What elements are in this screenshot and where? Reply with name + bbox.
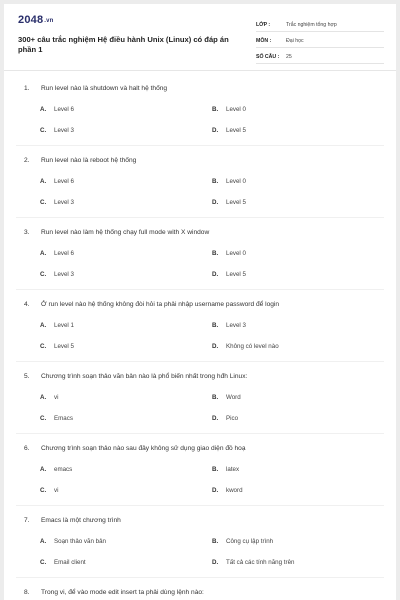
question-number: 3. xyxy=(24,229,30,236)
question-text xyxy=(24,157,384,164)
option-c[interactable] xyxy=(40,127,74,134)
divider xyxy=(16,361,384,362)
option-d[interactable] xyxy=(212,487,243,494)
divider xyxy=(16,217,384,218)
option-text: Level 3 xyxy=(54,199,74,206)
option-text: vi xyxy=(54,487,59,494)
option-text: Level 3 xyxy=(54,127,74,134)
option-letter: C. xyxy=(40,487,47,494)
option-c[interactable] xyxy=(40,487,58,494)
question-item xyxy=(4,85,396,157)
option-b[interactable] xyxy=(212,178,246,185)
meta-value: 25 xyxy=(286,54,292,60)
question-prompt: Trong vi, để vào mode edit insert ta phải dùng lệnh nào: xyxy=(41,589,204,596)
option-text: Soạn thảo văn bản xyxy=(54,538,106,545)
meta-key: LỚP : xyxy=(256,22,271,28)
option-text: Level 3 xyxy=(54,271,74,278)
option-text: Level 5 xyxy=(226,199,246,206)
question-prompt: Run level nào là shutdown và halt hệ thống xyxy=(41,85,168,92)
option-letter: B. xyxy=(212,250,219,257)
question-number: 7. xyxy=(24,517,30,524)
question-item xyxy=(4,445,396,517)
option-letter: D. xyxy=(212,487,219,494)
option-text: Level 6 xyxy=(54,106,74,113)
question-prompt: Ở run level nào hệ thống không đòi hỏi ta phải nhập username password để login xyxy=(41,301,280,308)
option-letter: B. xyxy=(212,178,219,185)
question-number: 8. xyxy=(24,589,30,596)
divider xyxy=(16,145,384,146)
question-number: 6. xyxy=(24,445,30,452)
option-b[interactable] xyxy=(212,538,273,545)
option-c[interactable] xyxy=(40,271,74,278)
option-letter: C. xyxy=(40,271,47,278)
option-a[interactable] xyxy=(40,466,72,473)
option-d[interactable] xyxy=(212,199,246,206)
question-prompt: Run level nào là reboot hệ thống xyxy=(41,157,137,164)
option-text: Emacs xyxy=(54,415,73,422)
question-item xyxy=(4,517,396,589)
option-a[interactable] xyxy=(40,178,74,185)
option-a[interactable] xyxy=(40,394,58,401)
option-letter: D. xyxy=(212,343,219,350)
option-letter: A. xyxy=(40,538,47,545)
logo-text: 2048 xyxy=(18,14,44,26)
question-list xyxy=(4,71,396,600)
option-text: Level 6 xyxy=(54,178,74,185)
option-text: Word xyxy=(226,394,241,401)
question-item xyxy=(4,229,396,301)
option-letter: A. xyxy=(40,322,47,329)
option-text: Không có level nào xyxy=(226,343,279,350)
option-text: Tất cả các tính năng trên xyxy=(226,559,295,566)
option-text: Level 5 xyxy=(54,343,74,350)
option-text: Pico xyxy=(226,415,239,422)
meta-value: Trắc nghiệm tổng hợp xyxy=(286,22,337,28)
option-letter: A. xyxy=(40,178,47,185)
option-d[interactable] xyxy=(212,415,238,422)
option-letter: C. xyxy=(40,127,47,134)
option-letter: B. xyxy=(212,394,219,401)
question-number: 1. xyxy=(24,85,30,92)
option-d[interactable] xyxy=(212,343,279,350)
divider xyxy=(16,433,384,434)
option-b[interactable] xyxy=(212,106,246,113)
option-letter: B. xyxy=(212,466,219,473)
worksheet-header xyxy=(4,4,396,71)
question-item xyxy=(4,157,396,229)
meta-value: Đại học xyxy=(286,38,304,44)
option-letter: A. xyxy=(40,250,47,257)
option-letter: A. xyxy=(40,466,47,473)
option-text: Level 6 xyxy=(54,250,74,257)
meta-table xyxy=(256,16,384,64)
option-text: vi xyxy=(54,394,59,401)
option-c[interactable] xyxy=(40,415,73,422)
option-d[interactable] xyxy=(212,271,246,278)
option-letter: C. xyxy=(40,559,47,566)
question-number: 2. xyxy=(24,157,30,164)
option-letter: D. xyxy=(212,559,219,566)
question-text xyxy=(24,85,384,92)
divider xyxy=(16,289,384,290)
option-letter: C. xyxy=(40,343,47,350)
option-text: Level 1 xyxy=(54,322,74,329)
option-text: Level 0 xyxy=(226,250,246,257)
option-a[interactable] xyxy=(40,250,74,257)
option-text: emacs xyxy=(54,466,73,473)
question-item xyxy=(4,301,396,373)
meta-row-subject xyxy=(256,32,384,48)
question-text xyxy=(24,445,384,452)
meta-key: SỐ CÂU : xyxy=(256,54,280,60)
option-letter: C. xyxy=(40,199,47,206)
option-c[interactable] xyxy=(40,343,74,350)
option-text: Level 5 xyxy=(226,271,246,278)
option-text: Level 0 xyxy=(226,178,246,185)
question-text xyxy=(24,373,384,380)
option-text: latex xyxy=(226,466,240,473)
question-number: 4. xyxy=(24,301,30,308)
option-d[interactable] xyxy=(212,127,246,134)
option-letter: A. xyxy=(40,106,47,113)
question-item xyxy=(4,373,396,445)
option-letter: C. xyxy=(40,415,47,422)
question-number: 5. xyxy=(24,373,30,380)
option-text: Công cụ lập trình xyxy=(226,538,274,545)
logo-domain: .vn xyxy=(44,18,54,24)
option-d[interactable] xyxy=(212,559,294,566)
option-text: Level 5 xyxy=(226,127,246,134)
option-c[interactable] xyxy=(40,199,74,206)
question-text xyxy=(24,589,384,596)
page-title: 300+ câu trắc nghiệm Hệ điều hành Unix (Linux) có đáp án phần 1 xyxy=(18,35,229,54)
divider xyxy=(16,505,384,506)
option-letter: D. xyxy=(212,271,219,278)
option-c[interactable] xyxy=(40,559,86,566)
option-letter: D. xyxy=(212,127,219,134)
question-prompt: Chương trình soạn thảo nào sau đây không sử dụng giao diện đồ hoạ xyxy=(41,445,246,452)
question-item xyxy=(4,589,396,600)
option-letter: B. xyxy=(212,106,219,113)
divider xyxy=(16,577,384,578)
option-b[interactable] xyxy=(212,322,246,329)
option-b[interactable] xyxy=(212,394,241,401)
option-text: kword xyxy=(226,487,243,494)
option-b[interactable] xyxy=(212,466,239,473)
option-a[interactable] xyxy=(40,322,74,329)
option-letter: A. xyxy=(40,394,47,401)
option-text: Level 0 xyxy=(226,106,246,113)
option-b[interactable] xyxy=(212,250,246,257)
option-letter: D. xyxy=(212,199,219,206)
question-prompt: Chương trình soạn thảo văn bản nào là phổ biến nhất trong hđh Linux: xyxy=(41,373,248,380)
question-prompt: Emacs là một chương trình xyxy=(41,517,121,524)
question-text xyxy=(24,517,384,524)
worksheet-page xyxy=(4,4,396,600)
option-letter: D. xyxy=(212,415,219,422)
meta-key: MÔN : xyxy=(256,38,272,44)
meta-row-class xyxy=(256,16,384,32)
question-prompt: Run level nào làm hệ thống chạy full mode with X window xyxy=(41,229,210,236)
question-text xyxy=(24,229,384,236)
option-letter: B. xyxy=(212,322,219,329)
option-text: Email client xyxy=(54,559,86,566)
option-text: Level 3 xyxy=(226,322,246,329)
option-a[interactable] xyxy=(40,106,74,113)
site-logo[interactable] xyxy=(18,14,54,26)
question-text xyxy=(24,301,384,308)
option-a[interactable] xyxy=(40,538,106,545)
meta-row-count xyxy=(256,48,384,64)
option-letter: B. xyxy=(212,538,219,545)
